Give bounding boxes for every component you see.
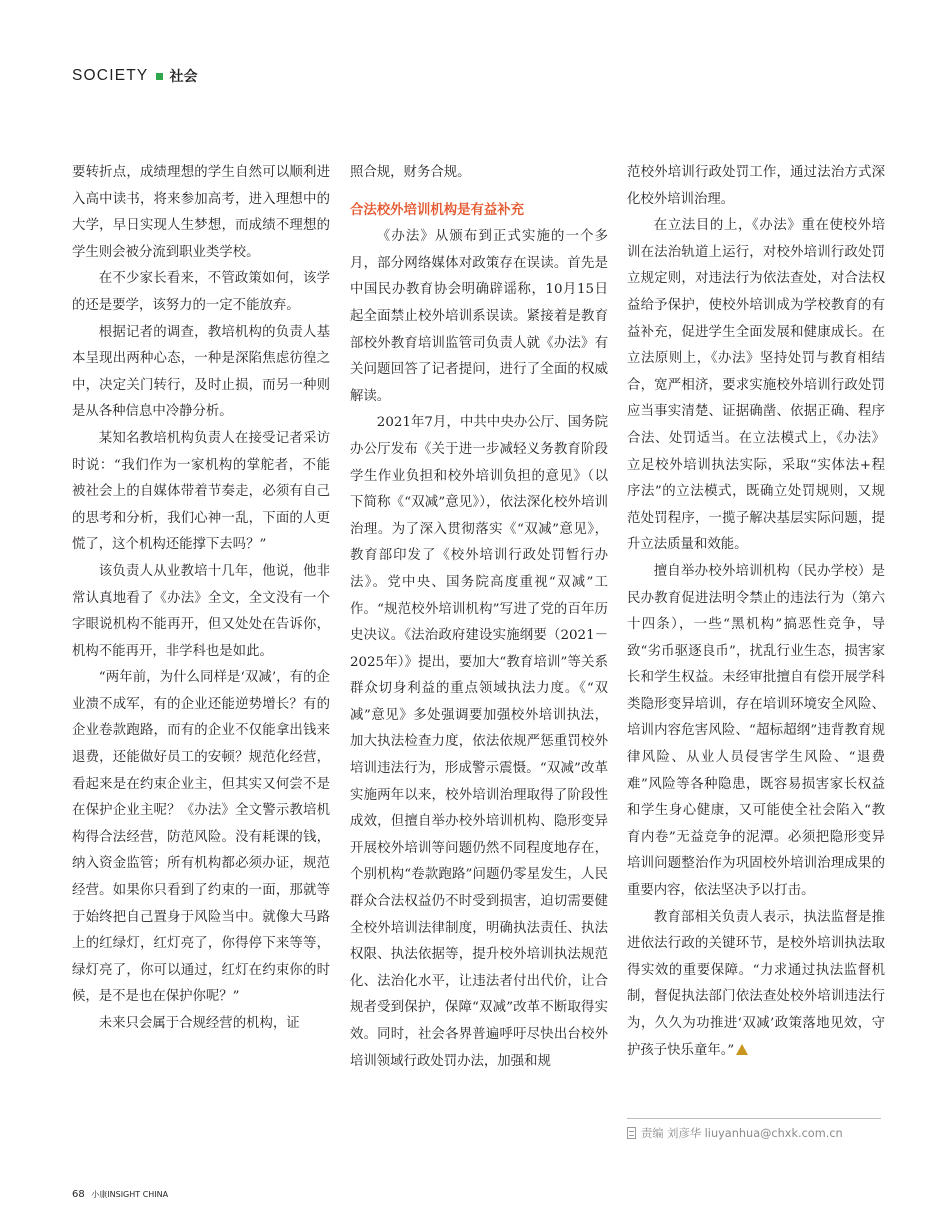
paragraph: 在立法目的上，《办法》重在使校外培训在法治轨道上运行，对校外培训行政处罚立规定则，对违法行为依法查处，对合法权益给予保护，使校外培训成为学校教育的有益补充，促进学生全面发展和健康成长。在立法原则上，《办法》坚持处罚与教育相结合，宽严相济，要求实施校外培训行政处罚应当事实清楚、证据确凿、依据正确、程序合法、处罚适当。在立法模式上，《办法》立足校外培训执法实际，采取“实体法+程序法”的立法模式，既确立处罚规则，又规范处罚程序，一揽子解决基层实际问题，提升立法质量和效能。	[627, 218, 885, 553]
paragraph: 在不少家长看来，不管政策如何，该学的还是要学，该努力的一定不能放弃。	[72, 271, 330, 313]
paragraph: 擅自举办校外培训机构（民办学校）是民办教育促进法明令禁止的违法行为（第六十四条），一些“黑机构”搞恶性竞争，导致“劣币驱逐良币”，扰乱行业生态，损害家长和学生权益。未经审批擅自有偿开展学科类隐形变异培训，存在培训环境安全风险、培训内容危害风险、“超标超纲”违背教育规律风险、从业人员侵害学生风险、“退费难”风险等各种隐患，既容易损害家长权益和学生身心健康，又可能使全社会陷入“教育内卷”无益竞争的泥潭。必须把隐形变异培训问题整治作为巩固校外培训治理成果的重要内容，依法坚决予以打击。	[627, 563, 885, 899]
paragraph: 《办法》从颁布到正式实施的一个多月，部分网络媒体对政策存在误读。首先是中国民办教育协会明确辟谣称，10月15日起全面禁止校外培训系误读。紧接着是教育部校外教育培训监管司负责人就《办法》有关问题回答了记者提问，进行了全面的权威解读。	[350, 229, 608, 404]
paragraph: 要转折点，成绩理想的学生自然可以顺利进入高中读书，将来参加高考，进入理想中的大学，早日实现人生梦想，而成绩不理想的学生则会被分流到职业类学校。	[72, 165, 330, 260]
paragraph: 该负责人从业教培十几年，他说，他非常认真地看了《办法》全文，全文没有一个字眼说机构不能再开，但又处处在告诉你，机构不能再开，非学科也是如此。	[72, 563, 330, 659]
paragraph: 某知名教培机构负责人在接受记者采访时说：“我们作为一家机构的掌舵者，不能被社会上的自媒体带着节奏走，必须有自己的思考和分析，我们心神一乱，下面的人更慌了，这个机构还能撑下去吗？”	[72, 430, 330, 553]
section-square-icon	[156, 73, 163, 80]
paragraph: “两年前，为什么同样是‘双减’，有的企业溃不成军，有的企业还能逆势增长？有的企业卷款跑路，而有的企业不仅能拿出钱来退费，还能做好员工的安顿？规范化经营，看起来是在约束企业主，但其实又何尝不是在保护企业主呢？《办法》全文警示教培机构得合法经营，防范风险。没有耗课的钱，纳入资金监管；所有机构都必须办证，规范经营。如果你只看到了约束的一面，那就等于始终把自己置身于风险当中。就像大马路上的红绿灯，红灯亮了，你得停下来等等，绿灯亮了，你可以通过，红灯在约束你的时候，是不是也在保护你呢？”	[72, 670, 330, 1005]
paragraph-text: 教育部相关负责人表示，执法监督是推进依法行政的关键环节，是校外培训执法取得实效的重要保障。“力求通过执法监督机制，督促执法部门依法查处校外培训违法行为，久久为功推进‘双减’政策落地见效，守护孩子快乐童年。”	[627, 909, 885, 1058]
article-column-1	[72, 160, 330, 1038]
document-icon	[627, 1127, 636, 1139]
section-label-en: SOCIETY	[72, 67, 149, 84]
article-column-3	[627, 160, 885, 1064]
editor-text: 责编 刘彦华 liuyanhua@chxk.com.cn	[641, 1127, 843, 1140]
paragraph: 未来只会属于合规经营的机构，证	[98, 1016, 300, 1031]
page-header	[72, 64, 197, 88]
paragraph: 照合规，财务合规。	[350, 165, 471, 180]
paragraph-final	[627, 905, 885, 1065]
magazine-name: 小康INSIGHT CHINA	[91, 1190, 169, 1199]
page-footer	[72, 1189, 168, 1200]
paragraph: 范校外培训行政处罚工作，通过法治方式深化校外培训治理。	[627, 165, 885, 207]
end-mark-icon	[736, 1044, 748, 1055]
editor-credit	[627, 1118, 881, 1141]
paragraph: 2021年7月，中共中央办公厅、国务院办公厅发布《关于进一步减轻义务教育阶段学生作业负担和校外培训负担的意见》（以下简称《“双减”意见》），依法深化校外培训治理。为了深入贯彻落实《“双减”意见》，教育部印发了《校外培训行政处罚暂行办法》。党中央、国务院高度重视“双减”工作。“规范校外培训机构”写进了党的百年历史决议。《法治政府建设实施纲要（2021－2025年）》提出，要加大“教育培训”等关系群众切身利益的重点领域执法力度。《“双减”意见》多处强调要加强校外培训执法，加大执法检查力度，依法依规严惩重罚校外培训违法行为，形成警示震慑。“双减”改革实施两年以来，校外培训治理取得了阶段性成效，但擅自举办校外培训机构、隐形变异开展校外培训等问题仍然不同程度地存在，个别机构“卷款跑路”问题仍零星发生，人民群众合法权益仍不时受到损害，迫切需要健全校外培训法律制度，明确执法责任、执法权限、执法依据等，提升校外培训执法规范化、法治化水平，让违法者付出代价，让合规者受到保护，保障“双减”改革不断取得实效。同时，社会各界普遍呼吁尽快出台校外培训领域行政处罚办法，加强和规	[350, 415, 608, 1069]
section-subheading: 合法校外培训机构是有益补充	[350, 202, 525, 218]
article-column-2	[350, 160, 608, 1075]
paragraph: 根据记者的调查，教培机构的负责人基本呈现出两种心态，一种是深陷焦虑彷徨之中，决定关门转行，及时止损，而另一种则是从各种信息中冷静分析。	[72, 324, 330, 420]
page-number: 68	[72, 1189, 85, 1200]
section-label-cn: 社会	[169, 69, 198, 85]
